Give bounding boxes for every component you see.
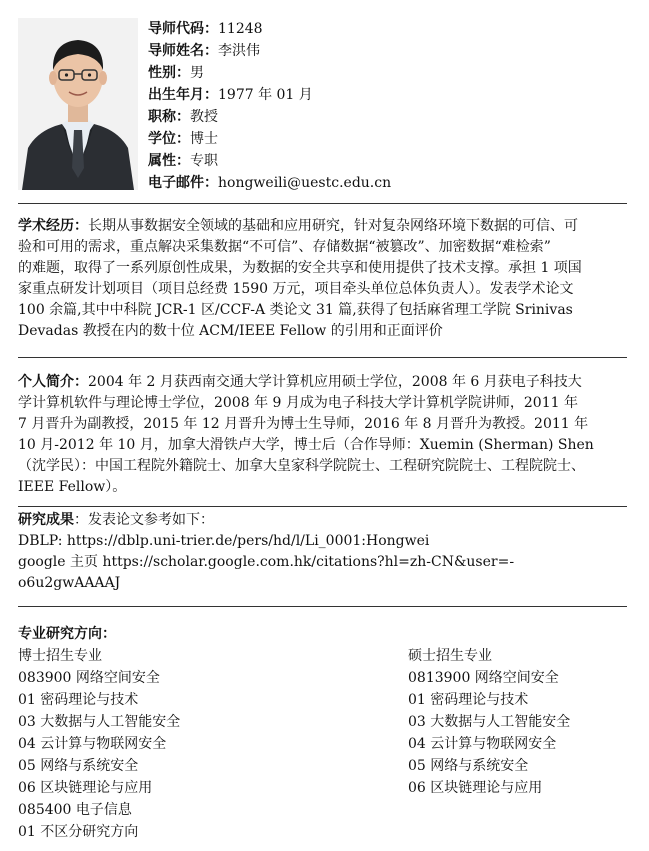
bio-line: IEEE Fellow）。 — [18, 479, 127, 495]
master-item: 01 密码理论与技术 — [408, 692, 529, 708]
master-label: 硕士招生专业 — [408, 648, 492, 664]
email-value[interactable]: hongweili@uestc.edu.cn — [218, 175, 392, 191]
divider — [18, 203, 627, 204]
google-scholar-link-cont[interactable]: o6u2gwAAAAJ — [18, 575, 121, 591]
phd-item: 01 密码理论与技术 — [18, 692, 139, 708]
bio-line: 10 月-2012 年 10 月，加拿大滑铁卢大学，博士后（合作导师：Xuemin (Sherman) Shen — [18, 437, 594, 453]
divider — [18, 357, 627, 358]
code-value: 11248 — [218, 21, 263, 37]
bio-section — [18, 372, 627, 498]
phd-item: 01 不区分研究方向 — [18, 824, 139, 840]
gender-row — [148, 62, 618, 84]
birth-row — [148, 84, 618, 106]
type-value: 专职 — [190, 153, 218, 169]
phd-label: 博士招生专业 — [18, 648, 102, 664]
divider — [18, 506, 627, 507]
title-label: 职称： — [148, 109, 190, 125]
title-value: 教授 — [190, 109, 218, 125]
code-row — [148, 18, 618, 40]
academic-line: 100 余篇,其中中科院 JCR-1 区/CCF-A 类论文 31 篇,获得了包括麻省理工学院 Srinivas — [18, 302, 573, 318]
academic-line: 家重点研发计划项目（项目总经费 1590 万元，项目牵头单位总体负责人）。发表学术论文 — [18, 281, 574, 297]
academic-head: 学术经历： — [18, 218, 88, 234]
code-label: 导师代码： — [148, 21, 218, 37]
academic-line: 验和可用的需求，重点解决采集数据“不可信”、存储数据“被篡改”、加密数据“难检索” — [18, 239, 551, 255]
profile-info — [148, 18, 618, 194]
academic-line: 的难题，取得了一系列原创性成果，为数据的安全共享和使用提供了技术支撑。承担 1 项国 — [18, 260, 582, 276]
bio-line — [18, 372, 627, 393]
name-value: 李洪伟 — [218, 43, 260, 59]
dblp-link[interactable]: DBLP: https://dblp.uni-trier.de/pers/hd/l/Li_0001:Hongwei — [18, 533, 430, 549]
degree-label: 学位： — [148, 131, 190, 147]
academic-line — [18, 216, 627, 237]
bio-head: 个人简介： — [18, 374, 88, 390]
birth-value: 1977 年 01 月 — [218, 87, 313, 103]
majors-title: 专业研究方向： — [18, 626, 116, 642]
research-line — [18, 510, 627, 531]
bio-text: 2004 年 2 月获西南交通大学计算机应用硕士学位，2008 年 6 月获电子科技大 — [88, 374, 582, 390]
phd-item: 05 网络与系统安全 — [18, 758, 139, 774]
master-item: 06 区块链理论与应用 — [408, 780, 543, 796]
email-row — [148, 172, 618, 194]
birth-label: 出生年月： — [148, 87, 218, 103]
academic-section — [18, 216, 627, 342]
bio-line: （沈学民）：中国工程院外籍院士、加拿大皇家科学院院士、工程研究院院士、工程院院士、 — [18, 458, 585, 474]
academic-text: 长期从事数据安全领域的基础和应用研究，针对复杂网络环境下数据的可信、可 — [88, 218, 578, 234]
portrait-image — [18, 18, 138, 190]
phd-item: 085400 电子信息 — [18, 802, 132, 818]
google-scholar-link[interactable]: google 主页 https://scholar.google.com.hk/citations?hl=zh-CN&user=- — [18, 554, 515, 570]
email-label: 电子邮件： — [148, 175, 218, 191]
master-item: 03 大数据与人工智能安全 — [408, 714, 571, 730]
phd-item: 083900 网络空间安全 — [18, 670, 160, 686]
phd-item: 04 云计算与物联网安全 — [18, 736, 167, 752]
phd-majors — [18, 645, 180, 843]
gender-value: 男 — [190, 65, 204, 81]
portrait-photo — [18, 18, 138, 190]
name-row — [148, 40, 618, 62]
type-row — [148, 150, 618, 172]
master-majors — [408, 645, 570, 799]
academic-line: Devadas 教授在内的数十位 ACM/IEEE Fellow 的引用和正面评价 — [18, 323, 443, 339]
degree-row — [148, 128, 618, 150]
bio-line: 7 月晋升为副教授，2015 年 12 月晋升为博士生导师，2016 年 8 月晋升为教授。2011 年 — [18, 416, 589, 432]
master-item: 0813900 网络空间安全 — [408, 670, 559, 686]
phd-item: 03 大数据与人工智能安全 — [18, 714, 181, 730]
gender-label: 性别： — [148, 65, 190, 81]
master-item: 05 网络与系统安全 — [408, 758, 529, 774]
master-item: 04 云计算与物联网安全 — [408, 736, 557, 752]
profile-header — [18, 18, 630, 196]
type-label: 属性： — [148, 153, 190, 169]
name-label: 导师姓名： — [148, 43, 218, 59]
research-intro: ：发表论文参考如下： — [74, 512, 214, 528]
research-head: 研究成果 — [18, 512, 74, 528]
bio-line: 学计算机软件与理论博士学位，2008 年 9 月成为电子科技大学计算机学院讲师，2011 年 — [18, 395, 578, 411]
degree-value: 博士 — [190, 131, 218, 147]
divider — [18, 606, 627, 607]
title-row — [148, 106, 618, 128]
phd-item: 06 区块链理论与应用 — [18, 780, 153, 796]
research-section — [18, 510, 627, 594]
